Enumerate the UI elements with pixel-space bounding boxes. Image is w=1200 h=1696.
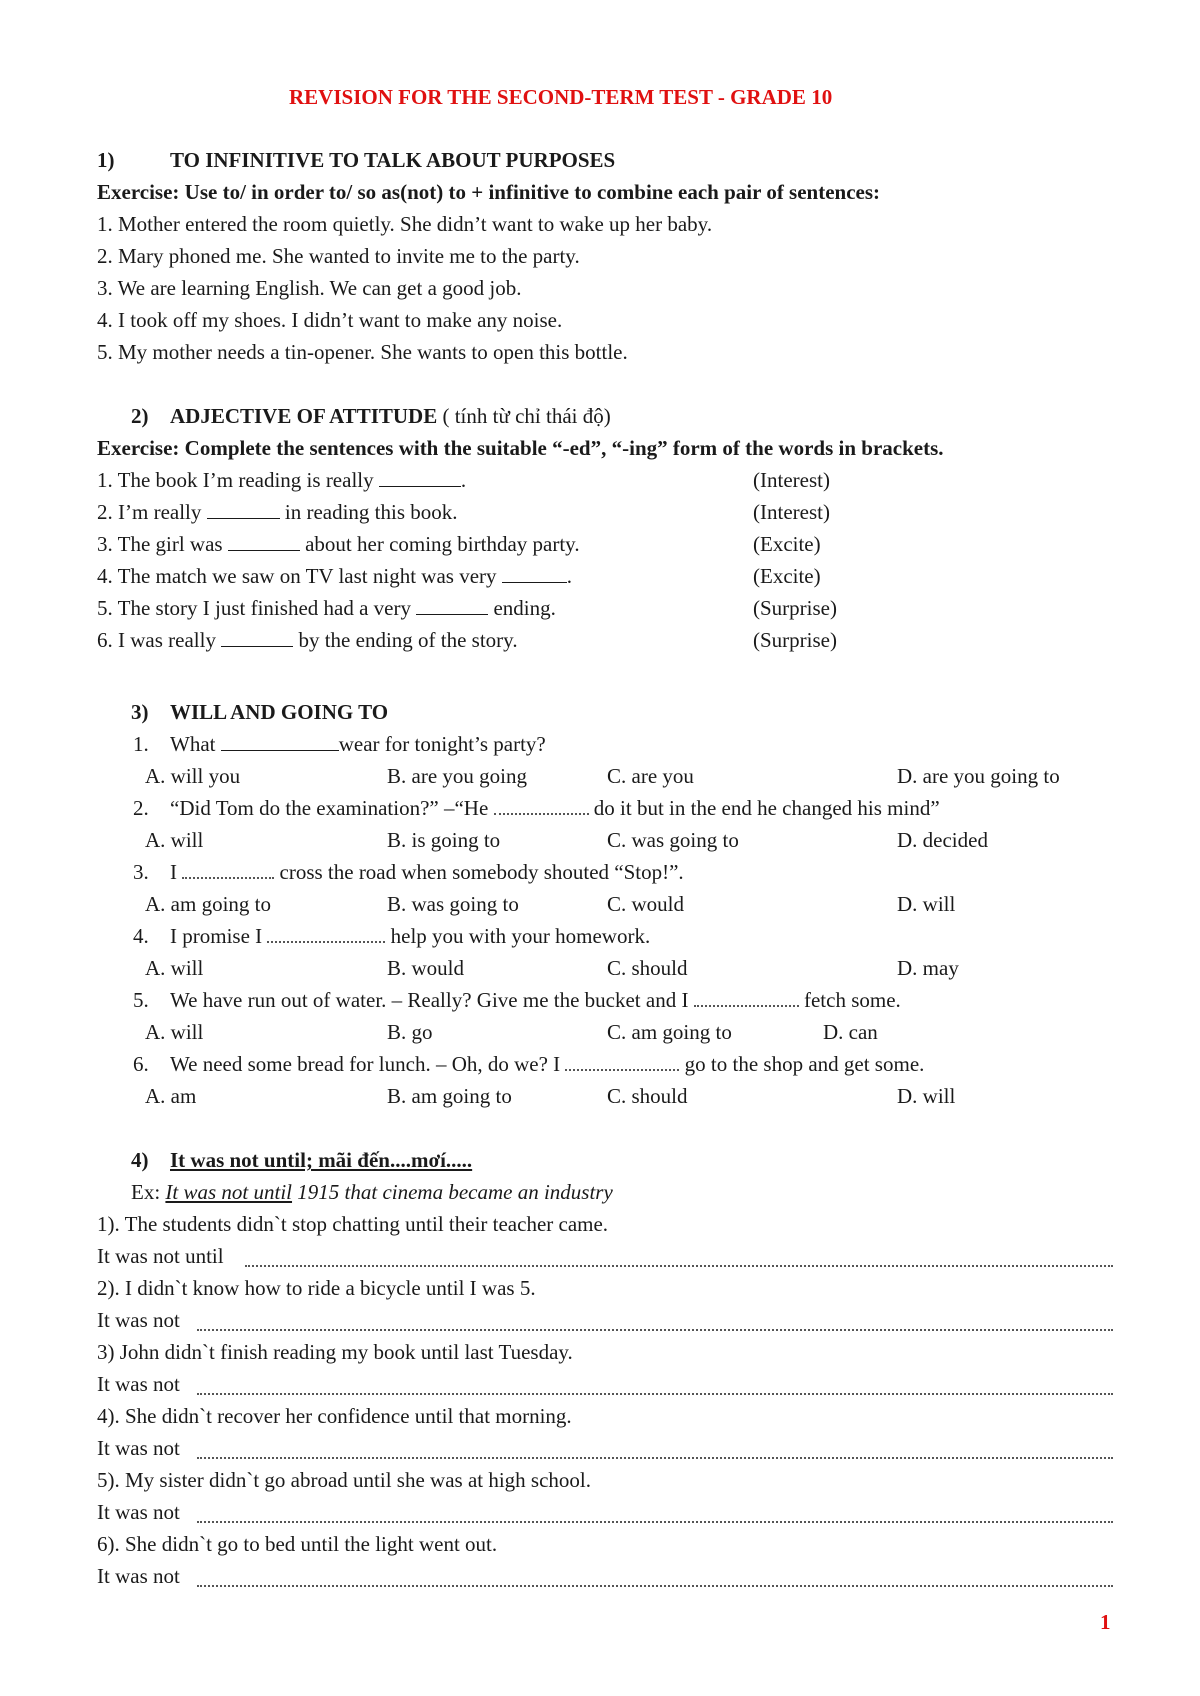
section-2-word: (Surprise): [753, 596, 837, 620]
section-2-word: (Excite): [753, 564, 821, 588]
option-d[interactable]: D. are you going to: [897, 764, 1060, 788]
question-text: What wear for tonight’s party?: [170, 732, 546, 756]
section-4-answer-line[interactable]: It was not: [97, 1307, 1113, 1333]
section-1-item: 5. My mother needs a tin-opener. She wants to open this bottle.: [97, 340, 628, 364]
section-2-word: (Interest): [753, 500, 830, 524]
option-c[interactable]: C. am going to: [607, 1020, 732, 1044]
section-1-item: 3. We are learning English. We can get a good job.: [97, 276, 522, 300]
section-1-item: 4. I took off my shoes. I didn’t want to make any noise.: [97, 308, 563, 332]
section-4-sentence: 5). My sister didn`t go abroad until she was at high school.: [97, 1468, 592, 1492]
option-c[interactable]: C. should: [607, 956, 688, 980]
section-4-heading: It was not until; mãi đến....mơí.....: [170, 1148, 473, 1172]
section-3-number: 3): [131, 700, 149, 724]
option-b[interactable]: B. is going to: [387, 828, 501, 852]
section-4-number: 4): [131, 1148, 149, 1172]
option-a[interactable]: A. will: [145, 1020, 204, 1044]
answer-dots[interactable]: [197, 1519, 1113, 1523]
section-4-sentence: 1). The students didn`t stop chatting until their teacher came.: [97, 1212, 609, 1236]
option-d[interactable]: D. will: [897, 1084, 956, 1108]
section-2-item: 2. I’m really in reading this book.: [97, 500, 458, 524]
question-text: We need some bread for lunch. – Oh, do we? I go to the shop and get some.: [170, 1052, 925, 1076]
question-number: 1.: [133, 732, 149, 756]
answer-blank[interactable]: [221, 732, 339, 751]
section-1-item: 2. Mary phoned me. She wanted to invite me to the party.: [97, 244, 580, 268]
option-a[interactable]: A. will: [145, 956, 204, 980]
question-text: I cross the road when somebody shouted “Stop!”.: [170, 860, 684, 884]
answer-blank[interactable]: [416, 596, 488, 615]
question-number: 3.: [133, 860, 149, 884]
section-4-answer-line[interactable]: It was not: [97, 1371, 1113, 1397]
section-1-item: 1. Mother entered the room quietly. She didn’t want to wake up her baby.: [97, 212, 713, 236]
question-text: “Did Tom do the examination?” –“He do it but in the end he changed his mind”: [170, 796, 940, 820]
option-d[interactable]: D. will: [897, 892, 956, 916]
option-a[interactable]: A. am going to: [145, 892, 271, 916]
section-2-heading-line: [170, 403, 611, 429]
section-2-item: 5. The story I just finished had a very ending.: [97, 596, 556, 620]
option-a[interactable]: A. am: [145, 1084, 197, 1108]
section-2-word: (Interest): [753, 468, 830, 492]
section-2-heading-note: ( tính từ chỉ thái độ): [442, 404, 611, 428]
option-d[interactable]: D. may: [897, 956, 959, 980]
section-3-heading: WILL AND GOING TO: [170, 700, 389, 724]
answer-blank[interactable]: [565, 1051, 679, 1071]
option-b[interactable]: B. go: [387, 1020, 433, 1044]
option-b[interactable]: B. would: [387, 956, 465, 980]
option-a[interactable]: A. will: [145, 828, 204, 852]
page-number: 1: [1100, 1610, 1111, 1634]
question-text: We have run out of water. – Really? Give me the bucket and I fetch some.: [170, 988, 901, 1012]
option-c[interactable]: C. was going to: [607, 828, 739, 852]
answer-blank[interactable]: [221, 628, 293, 647]
section-2-word: (Excite): [753, 532, 821, 556]
section-4-sentence: 3) John didn`t finish reading my book until last Tuesday.: [97, 1340, 573, 1364]
answer-blank[interactable]: [502, 564, 567, 583]
answer-dots[interactable]: [245, 1263, 1113, 1267]
question-number: 2.: [133, 796, 149, 820]
section-2-word: (Surprise): [753, 628, 837, 652]
section-4-sentence: 6). She didn`t go to bed until the light went out.: [97, 1532, 498, 1556]
answer-blank[interactable]: [694, 987, 799, 1007]
question-number: 6.: [133, 1052, 149, 1076]
option-d[interactable]: D. decided: [897, 828, 988, 852]
section-4-sentence: 2). I didn`t know how to ride a bicycle until I was 5.: [97, 1276, 536, 1300]
section-1-instructions: Exercise: Use to/ in order to/ so as(not) to + infinitive to combine each pair of sentences:: [97, 180, 881, 204]
option-b[interactable]: B. am going to: [387, 1084, 512, 1108]
answer-blank[interactable]: [494, 795, 589, 815]
section-2-instructions: Exercise: Complete the sentences with the suitable “-ed”, “-ing” form of the words in brackets.: [97, 436, 944, 460]
section-4-example: Ex: It was not until 1915 that cinema became an industry: [131, 1180, 613, 1204]
answer-blank[interactable]: [267, 923, 385, 943]
answer-dots[interactable]: [197, 1583, 1113, 1587]
answer-dots[interactable]: [197, 1391, 1113, 1395]
section-4-answer-line[interactable]: It was not: [97, 1499, 1113, 1525]
section-2-item: 1. The book I’m reading is really .: [97, 468, 467, 492]
section-2-heading: ADJECTIVE OF ATTITUDE: [170, 404, 438, 428]
answer-dots[interactable]: [197, 1455, 1113, 1459]
option-b[interactable]: B. are you going: [387, 764, 527, 788]
question-number: 4.: [133, 924, 149, 948]
section-4-sentence: 4). She didn`t recover her confidence until that morning.: [97, 1404, 572, 1428]
section-4-answer-line[interactable]: It was not: [97, 1435, 1113, 1461]
option-a[interactable]: A. will you: [145, 764, 241, 788]
option-b[interactable]: B. was going to: [387, 892, 519, 916]
section-1-heading: TO INFINITIVE TO TALK ABOUT PURPOSES: [170, 148, 616, 172]
section-2-number: 2): [131, 404, 149, 428]
section-4-answer-line[interactable]: It was not until: [97, 1243, 1113, 1269]
option-c[interactable]: C. would: [607, 892, 685, 916]
answer-dots[interactable]: [197, 1327, 1113, 1331]
answer-blank[interactable]: [228, 532, 300, 551]
option-c[interactable]: C. are you: [607, 764, 694, 788]
section-2-item: 3. The girl was about her coming birthday party.: [97, 532, 580, 556]
section-2-item: 4. The match we saw on TV last night was very .: [97, 564, 573, 588]
answer-blank[interactable]: [207, 500, 280, 519]
option-d[interactable]: D. can: [823, 1020, 878, 1044]
answer-blank[interactable]: [182, 859, 274, 879]
question-text: I promise I help you with your homework.: [170, 924, 651, 948]
question-number: 5.: [133, 988, 149, 1012]
section-2-item: 6. I was really by the ending of the story.: [97, 628, 518, 652]
option-c[interactable]: C. should: [607, 1084, 688, 1108]
section-4-answer-line[interactable]: It was not: [97, 1563, 1113, 1589]
page-title: REVISION FOR THE SECOND-TERM TEST - GRADE 10: [289, 85, 833, 109]
section-1-number: 1): [97, 148, 115, 172]
answer-blank[interactable]: [379, 468, 461, 487]
